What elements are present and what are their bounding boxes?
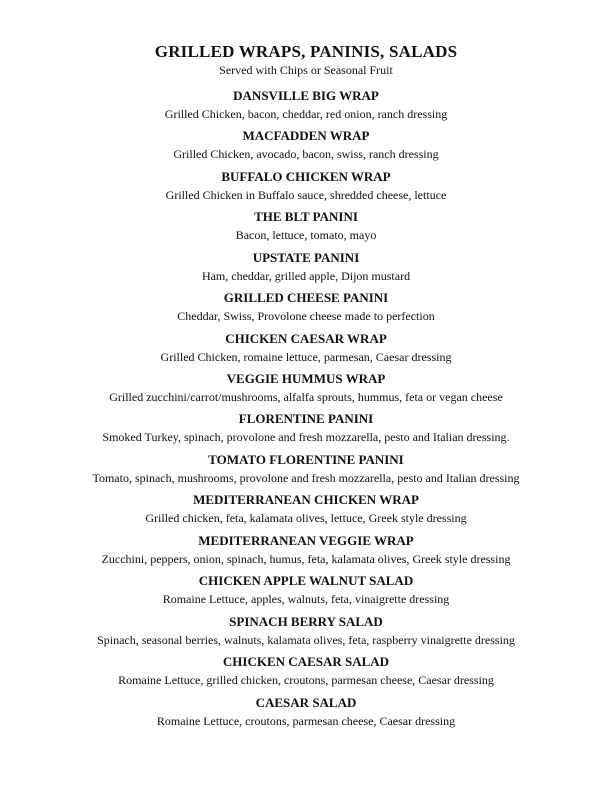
menu-item-description: Spinach, seasonal berries, walnuts, kalamata olives, feta, raspberry vinaigrette dressing: [97, 633, 515, 647]
menu-item: [0, 695, 612, 729]
menu-item-description: Bacon, lettuce, tomato, mayo: [235, 228, 377, 242]
menu-item: [0, 290, 612, 324]
menu-item: [0, 128, 612, 162]
menu-item-name: DANSVILLE BIG WRAP: [233, 88, 379, 103]
menu-item-name: TOMATO FLORENTINE PANINI: [208, 452, 404, 467]
menu-item: [0, 573, 612, 607]
menu-item-description: Romaine Lettuce, grilled chicken, croutons, parmesan cheese, Caesar dressing: [118, 673, 494, 687]
menu-item-description: Ham, cheddar, grilled apple, Dijon mustard: [201, 269, 411, 283]
menu-item-name: VEGGIE HUMMUS WRAP: [226, 371, 386, 386]
menu-subtitle: Served with Chips or Seasonal Fruit: [219, 63, 393, 77]
menu-item: [0, 88, 612, 122]
menu-item-name: MACFADDEN WRAP: [242, 128, 370, 143]
menu-item-name: FLORENTINE PANINI: [238, 411, 374, 426]
menu-item-name: CHICKEN CAESAR WRAP: [225, 331, 387, 346]
menu-item-name: UPSTATE PANINI: [252, 250, 360, 265]
menu-item-name: CHICKEN APPLE WALNUT SALAD: [198, 573, 414, 588]
menu-item-description: Romaine Lettuce, croutons, parmesan cheese, Caesar dressing: [156, 714, 456, 728]
menu-item-name: CHICKEN CAESAR SALAD: [222, 654, 390, 669]
menu-item-name: CAESAR SALAD: [255, 695, 357, 710]
menu-item-description: Romaine Lettuce, apples, walnuts, feta, vinaigrette dressing: [162, 592, 450, 606]
menu-item: [0, 533, 612, 567]
menu-item: [0, 654, 612, 688]
menu-item-description: Cheddar, Swiss, Provolone cheese made to perfection: [177, 309, 435, 323]
menu-item-description: Grilled Chicken, romaine lettuce, parmesan, Caesar dressing: [160, 350, 452, 364]
menu-item: [0, 371, 612, 405]
menu-item-name: MEDITERRANEAN VEGGIE WRAP: [198, 533, 414, 548]
menu-item-description: Grilled Chicken in Buffalo sauce, shredded cheese, lettuce: [165, 188, 447, 202]
menu-item-name: MEDITERRANEAN CHICKEN WRAP: [193, 492, 419, 507]
menu-item-description: Tomato, spinach, mushrooms, provolone and fresh mozzarella, pesto and Italian dressing: [92, 471, 520, 485]
menu-item-description: Grilled chicken, feta, kalamata olives, lettuce, Greek style dressing: [145, 511, 467, 525]
menu-item-description: Grilled Chicken, bacon, cheddar, red onion, ranch dressing: [164, 107, 448, 121]
menu-item-name: SPINACH BERRY SALAD: [229, 614, 383, 629]
menu-item: [0, 452, 612, 486]
menu-title: GRILLED WRAPS, PANINIS, SALADS: [154, 42, 458, 61]
menu-item-name: THE BLT PANINI: [254, 209, 358, 224]
menu-item: [0, 331, 612, 365]
menu-item: [0, 250, 612, 284]
menu-item: [0, 614, 612, 648]
menu-item-description: Smoked Turkey, spinach, provolone and fresh mozzarella, pesto and Italian dressing.: [102, 430, 510, 444]
menu-item-description: Grilled Chicken, avocado, bacon, swiss, ranch dressing: [173, 147, 439, 161]
menu-item-description: Zucchini, peppers, onion, spinach, humus, feta, kalamata olives, Greek style dressing: [101, 552, 511, 566]
menu-item: [0, 209, 612, 243]
menu-item: [0, 492, 612, 526]
menu-item-name: BUFFALO CHICKEN WRAP: [221, 169, 391, 184]
menu-item-name: GRILLED CHEESE PANINI: [223, 290, 389, 305]
menu-item-description: Grilled zucchini/carrot/mushrooms, alfalfa sprouts, hummus, feta or vegan cheese: [109, 390, 503, 404]
menu-item: [0, 411, 612, 445]
menu-item: [0, 169, 612, 203]
